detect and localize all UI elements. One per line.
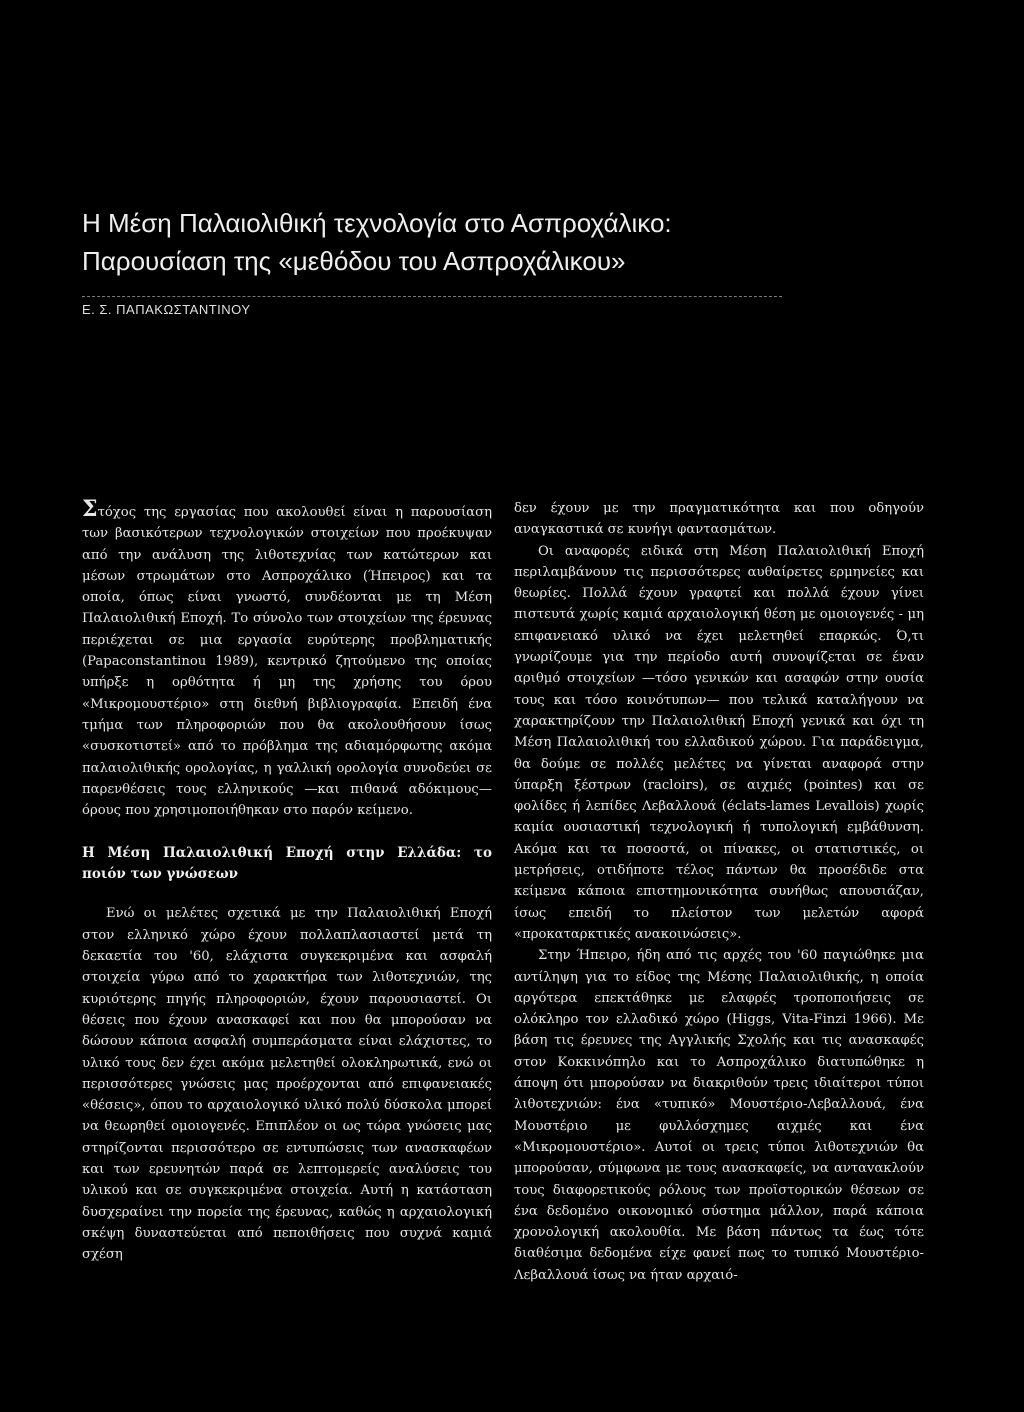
section-heading: Η Μέση Παλαιολιθική Εποχή στην Ελλάδα: το ποιόν των γνώσεων: [82, 845, 492, 883]
author-name: Ε. Σ. ΠΑΠΑΚΩΣΤΑΝΤΙΝΟΥ: [82, 302, 251, 317]
section-paragraph: Ενώ οι μελέτες σχετικά με την Παλαιολιθική Εποχή στον ελληνικό χώρο έχουν πολλαπλασιαστεί μετά τη δεκαετία του '60, ελάχιστα συγκεκριμένα και ασφαλή στοιχεία γύρω από το χαρακτήρα των λιθοτεχνιών, της κυριότερης πηγής πληροφοριών, έχουν παρουσιαστεί. Οι θέσεις που έχουν ανασκαφεί και που θα μπορούσαν να δώσουν κάποια ασφαλή συμπεράσματα είναι ελάχιστες, το υλικό τους δεν έχει ακόμα μελετηθεί ολοκληρωτικά, ενώ οι περισσότερες γνώσεις μας προέρχονται από επιφανειακές «θέσεις», όπου το αρχαιολογικό υλικό πολύ δύσκολα μπορεί να θεωρηθεί ομοιογενές. Επιπλέον οι ως τώρα γνώσεις μας στηρίζονται περισσότερο σε εντυπώσεις των ανασκαφέων και των ερευνητών παρά σε λεπτομερείς αναλύσεις του υλικού και σε συγκεκριμένα στοιχεία. Αυτή η κατάσταση δυσχεραίνει την πορεία της έρευνας, καθώς η αρχαιολογική σκέψη δυναστεύεται από πεποιθήσεις που συχνά καμιά σχέση: [82, 906, 492, 1263]
intro-paragraph: [82, 498, 492, 821]
drop-cap: Σ: [82, 496, 98, 522]
article-title: [82, 204, 962, 280]
title-divider: [82, 296, 782, 297]
intro-text: τόχος της εργασίας που ακολουθεί είναι η παρουσίαση των βασικότερων τεχνολογικών στοιχείων που προέκυψαν από την ανάλυση της λιθοτεχνίας των κατώτερων και μέσων στρωμάτων στο Ασπροχάλικο (Ήπειρος) και τα οποία, όπως είναι γνωστό, συνδέονται με τη Μέση Παλαιολιθική Εποχή. Το σύνολο των στοιχείων της έρευνας περιέχεται σε μια εργασία ευρύτερης προβληματικής (Papaconstantinou 1989), κεντρικό ζητούμενο της οποίας υπήρξε η ορθότητα ή μη της χρήσης του όρου «Μικρομουστέριο» στη διεθνή βιβλιογραφία. Επειδή ένα τμήμα των πληροφοριών που θα ακολουθήσουν ίσως «συσκοτιστεί» από το πρόβλημα της αδιαμόρφωτης ακόμα παλαιολιθικής ορολογίας, η γαλλική ορολογία συνοδεύει σε παρενθέσεις τους ελληνικούς —και πιθανά αδόκιμους— όρους που χρησιμοποιήθηκαν στο παρόν κείμενο.: [82, 505, 492, 819]
title-line-1: Η Μέση Παλαιολιθική τεχνολογία στο Ασπροχάλικο:: [82, 208, 672, 238]
left-column: [82, 498, 492, 1266]
title-line-2: Παρουσίαση της «μεθόδου του Ασπροχάλικου»: [82, 246, 626, 276]
right-paragraph-2: Οι αναφορές ειδικά στη Μέση Παλαιολιθική Εποχή περιλαμβάνουν τις περισσότερες αυθαίρετες ερμηνείες και θεωρίες. Πολλά έχουν γραφτεί και πολλά έχουν γίνει πιστευτά χωρίς καμιά αρχαιολογική θέση με ομοιογενές - μη επιφανειακό υλικό να έχει μελετηθεί επαρκώς. Ό,τι γνωρίζουμε για την περίοδο αυτή συνοψίζεται σε έναν αριθμό στοιχείων —τόσο γενικών και ασαφών στην ουσία τους και τόσο κοινότυπων— που τελικά καταλήγουν να χαρακτηρίζουν την Παλαιολιθική Εποχή γενικά και όχι τη Μέση Παλαιολιθική του ελλαδικού χώρου. Για παράδειγμα, θα δούμε σε πολλές μελέτες να γίνεται αναφορά στην ύπαρξη ξέστρων (racloirs), σε αιχμές (pointes) και σε φολίδες ή λεπίδες Λεβαλλουά (éclats-lames Levallois) χωρίς καμία ουσιαστική τεχνολογική ή τυπολογική εμβάθυνση. Ακόμα και τα ποσοστά, οι πίνακες, οι στατιστικές, οι μετρήσεις, οτιδήποτε τέλος πάντων θα προσέδιδε στα κείμενα κάποια επιστημονικότητα συνήθως απουσιάζαν, ίσως επειδή το πλείστον των μελετών αφορά «προκαταρκτικές ανακοινώσεις».: [514, 543, 924, 942]
right-paragraph-1: δεν έχουν με την πραγματικότητα και που οδηγούν αναγκαστικά σε κυνήγι φαντασμάτων.: [514, 501, 924, 538]
right-paragraph-3: Στην Ήπειρο, ήδη από τις αρχές του '60 παγιώθηκε μια αντίληψη για το είδος της Μέσης Παλαιολιθικής, η οποία αργότερα επεκτάθηκε με ελαφρές τροποποιήσεις σε ολόκληρο τον ελλαδικό χώρο (Higgs, Vita-Finzi 1966). Με βάση τις έρευνες της Αγγλικής Σχολής και τις ανασκαφές στον Κοκκινόπηλο και το Ασπροχάλικο διατυπώθηκε η άποψη ότι μπορούσαν να διακριθούν τρεις ιδιαίτεροι τύποι λιθοτεχνιών: ένα «τυπικό» Μουστέριο-Λεβαλλουά, ένα Μουστέριο με φυλλόσχημες αιχμές και ένα «Μικρομουστέριο». Αυτοί οι τρεις τύποι λιθοτεχνιών θα μπορούσαν, σύμφωνα με τους ανασκαφείς, να ανταvακλούν τους διαφορετικούς ρόλους των προϊστορικών θέσεων σε ένα δεδομένο οικονομικό σύστημα μάλλον, παρά κάποια χρονολογική ακολουθία. Με βάση πάντως τα έως τότε διαθέσιμα δεδομένα είχε φανεί πως το τυπικό Μουστέριο-Λεβαλλουά ίσως να ήταν αρχαιό-: [514, 948, 924, 1283]
right-column: [514, 498, 924, 1286]
